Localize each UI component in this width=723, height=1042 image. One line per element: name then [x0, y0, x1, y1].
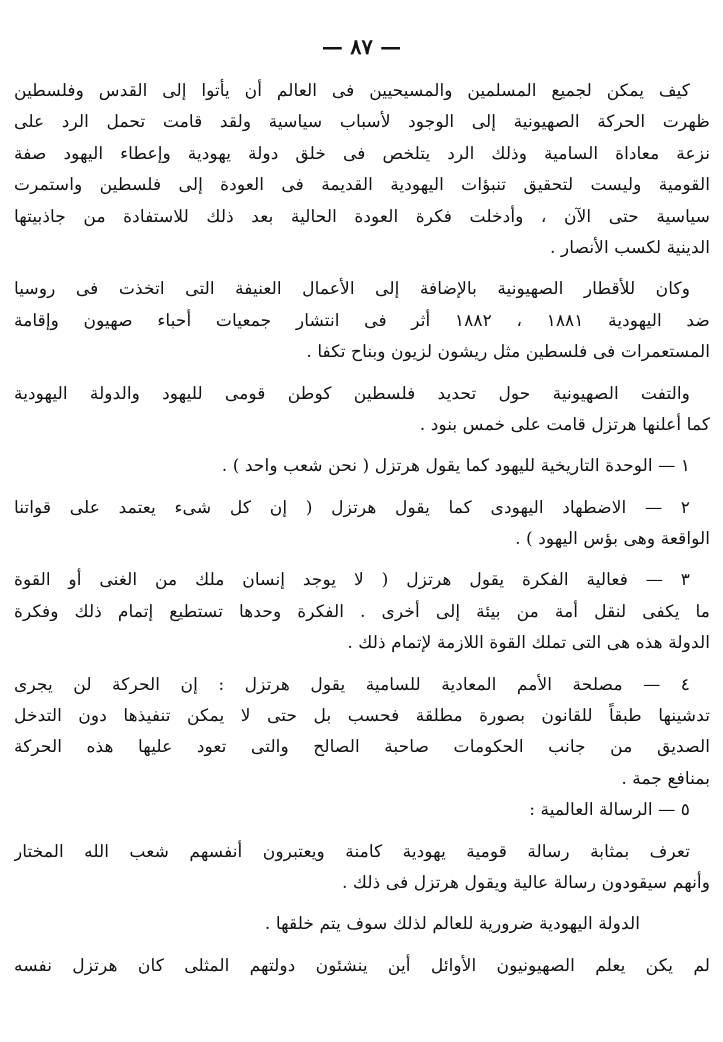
text-line: لم يكن يعلم الصهيونيون الأوائل أين ينشئون دولتهم المثلى كان هرتزل نفسه: [14, 955, 710, 976]
text-line: بمنافع جمة .: [621, 768, 710, 789]
body-text: [14, 76, 710, 982]
text-line: كيف يمكن لجميع المسلمين والمسيحيين فى العالم أن يأتوا إلى القدس وفلسطين: [14, 81, 690, 101]
text-line: القومية وليست لتحقيق تنبؤات اليهودية القديمة فى العودة إلى فلسطين واستمرت: [14, 175, 710, 196]
text-line: ٢ — الاضطهاد اليهودى كما يقول هرتزل ( إن كل شىء يعتمد على قواتنا: [14, 497, 690, 518]
text-line: تعرف بمثابة رسالة قومية يهودية كامنة ويعتبرون أنفسهم شعب الله المختار: [14, 841, 690, 862]
text-line: ١ — الوحدة التاريخية لليهود كما يقول هرتزل ( نحن شعب واحد ) .: [221, 456, 690, 477]
text-line: ظهرت الحركة الصهيونية إلى الوجود لأسباب سياسية ولقد قامت تحمل الرد على: [14, 112, 710, 133]
text-line: نزعة معاداة السامية وذلك الرد يتلخص فى خلق دولة يهودية وإعطاء اليهود صفة: [14, 143, 710, 164]
text-line: الواقعة وهى بؤس اليهود ) .: [515, 529, 710, 550]
text-line: ضد اليهودية ١٨٨١ ، ١٨٨٢ أثر فى انتشار جمعيات أحباء صهيون وإقامة: [14, 310, 710, 331]
text-line: سياسية حتى الآن ، وأدخلت فكرة العودة الحالية بعد ذلك للاستفادة من جاذبيتها: [14, 206, 710, 227]
text-line: الدولة اليهودية ضرورية للعالم لذلك سوف يتم خلقها .: [264, 914, 640, 935]
text-line: وأنهم سيقودون رسالة عالية ويقول هرتزل فى ذلك .: [341, 872, 710, 893]
text-line: ما يكفى لنقل أمة من بيئة إلى أخرى . الفكرة وحدها تستطيع إتمام ذلك وفكرة: [14, 601, 710, 622]
text-line: الدولة هذه هى التى تملك القوة اللازمة لإتمام ذلك .: [347, 633, 710, 654]
text-line: ٣ — فعالية الفكرة يقول هرتزل ( لا يوجد إنسان ملك من الغنى أو القوة: [14, 570, 690, 591]
page-number: — ٨٧ —: [321, 34, 402, 59]
text-line: ٤ — مصلحة الأمم المعادية للسامية يقول هرتزل : إن الحركة لن يجرى: [14, 674, 690, 695]
text-line: والتفت الصهيونية حول تحديد فلسطين كوطن قومى لليهود والدولة اليهودية: [14, 383, 690, 404]
text-line: الدينية لكسب الأنصار .: [550, 237, 710, 258]
text-line: الصديق من جانب الحكومات صاحبة الصالح والتى تعود عليها هذه الحركة: [14, 737, 710, 758]
text-line: كما أعلنها هرتزل قامت على خمس بنود .: [419, 414, 710, 435]
text-line: ٥ — الرسالة العالمية :: [529, 800, 690, 821]
text-line: تدشينها طبقاً للقانون بصورة مطلقة فحسب بل حتى لا يمكن تنفيذها دون التدخل: [14, 706, 710, 727]
text-line: وكان للأقطار الصهيونية بالإضافة إلى الأعمال العنيفة التى اتخذت فى روسيا: [14, 279, 690, 300]
text-line: المستعمرات فى فلسطين مثل ريشون لزيون وبناح تكفا .: [306, 342, 710, 363]
